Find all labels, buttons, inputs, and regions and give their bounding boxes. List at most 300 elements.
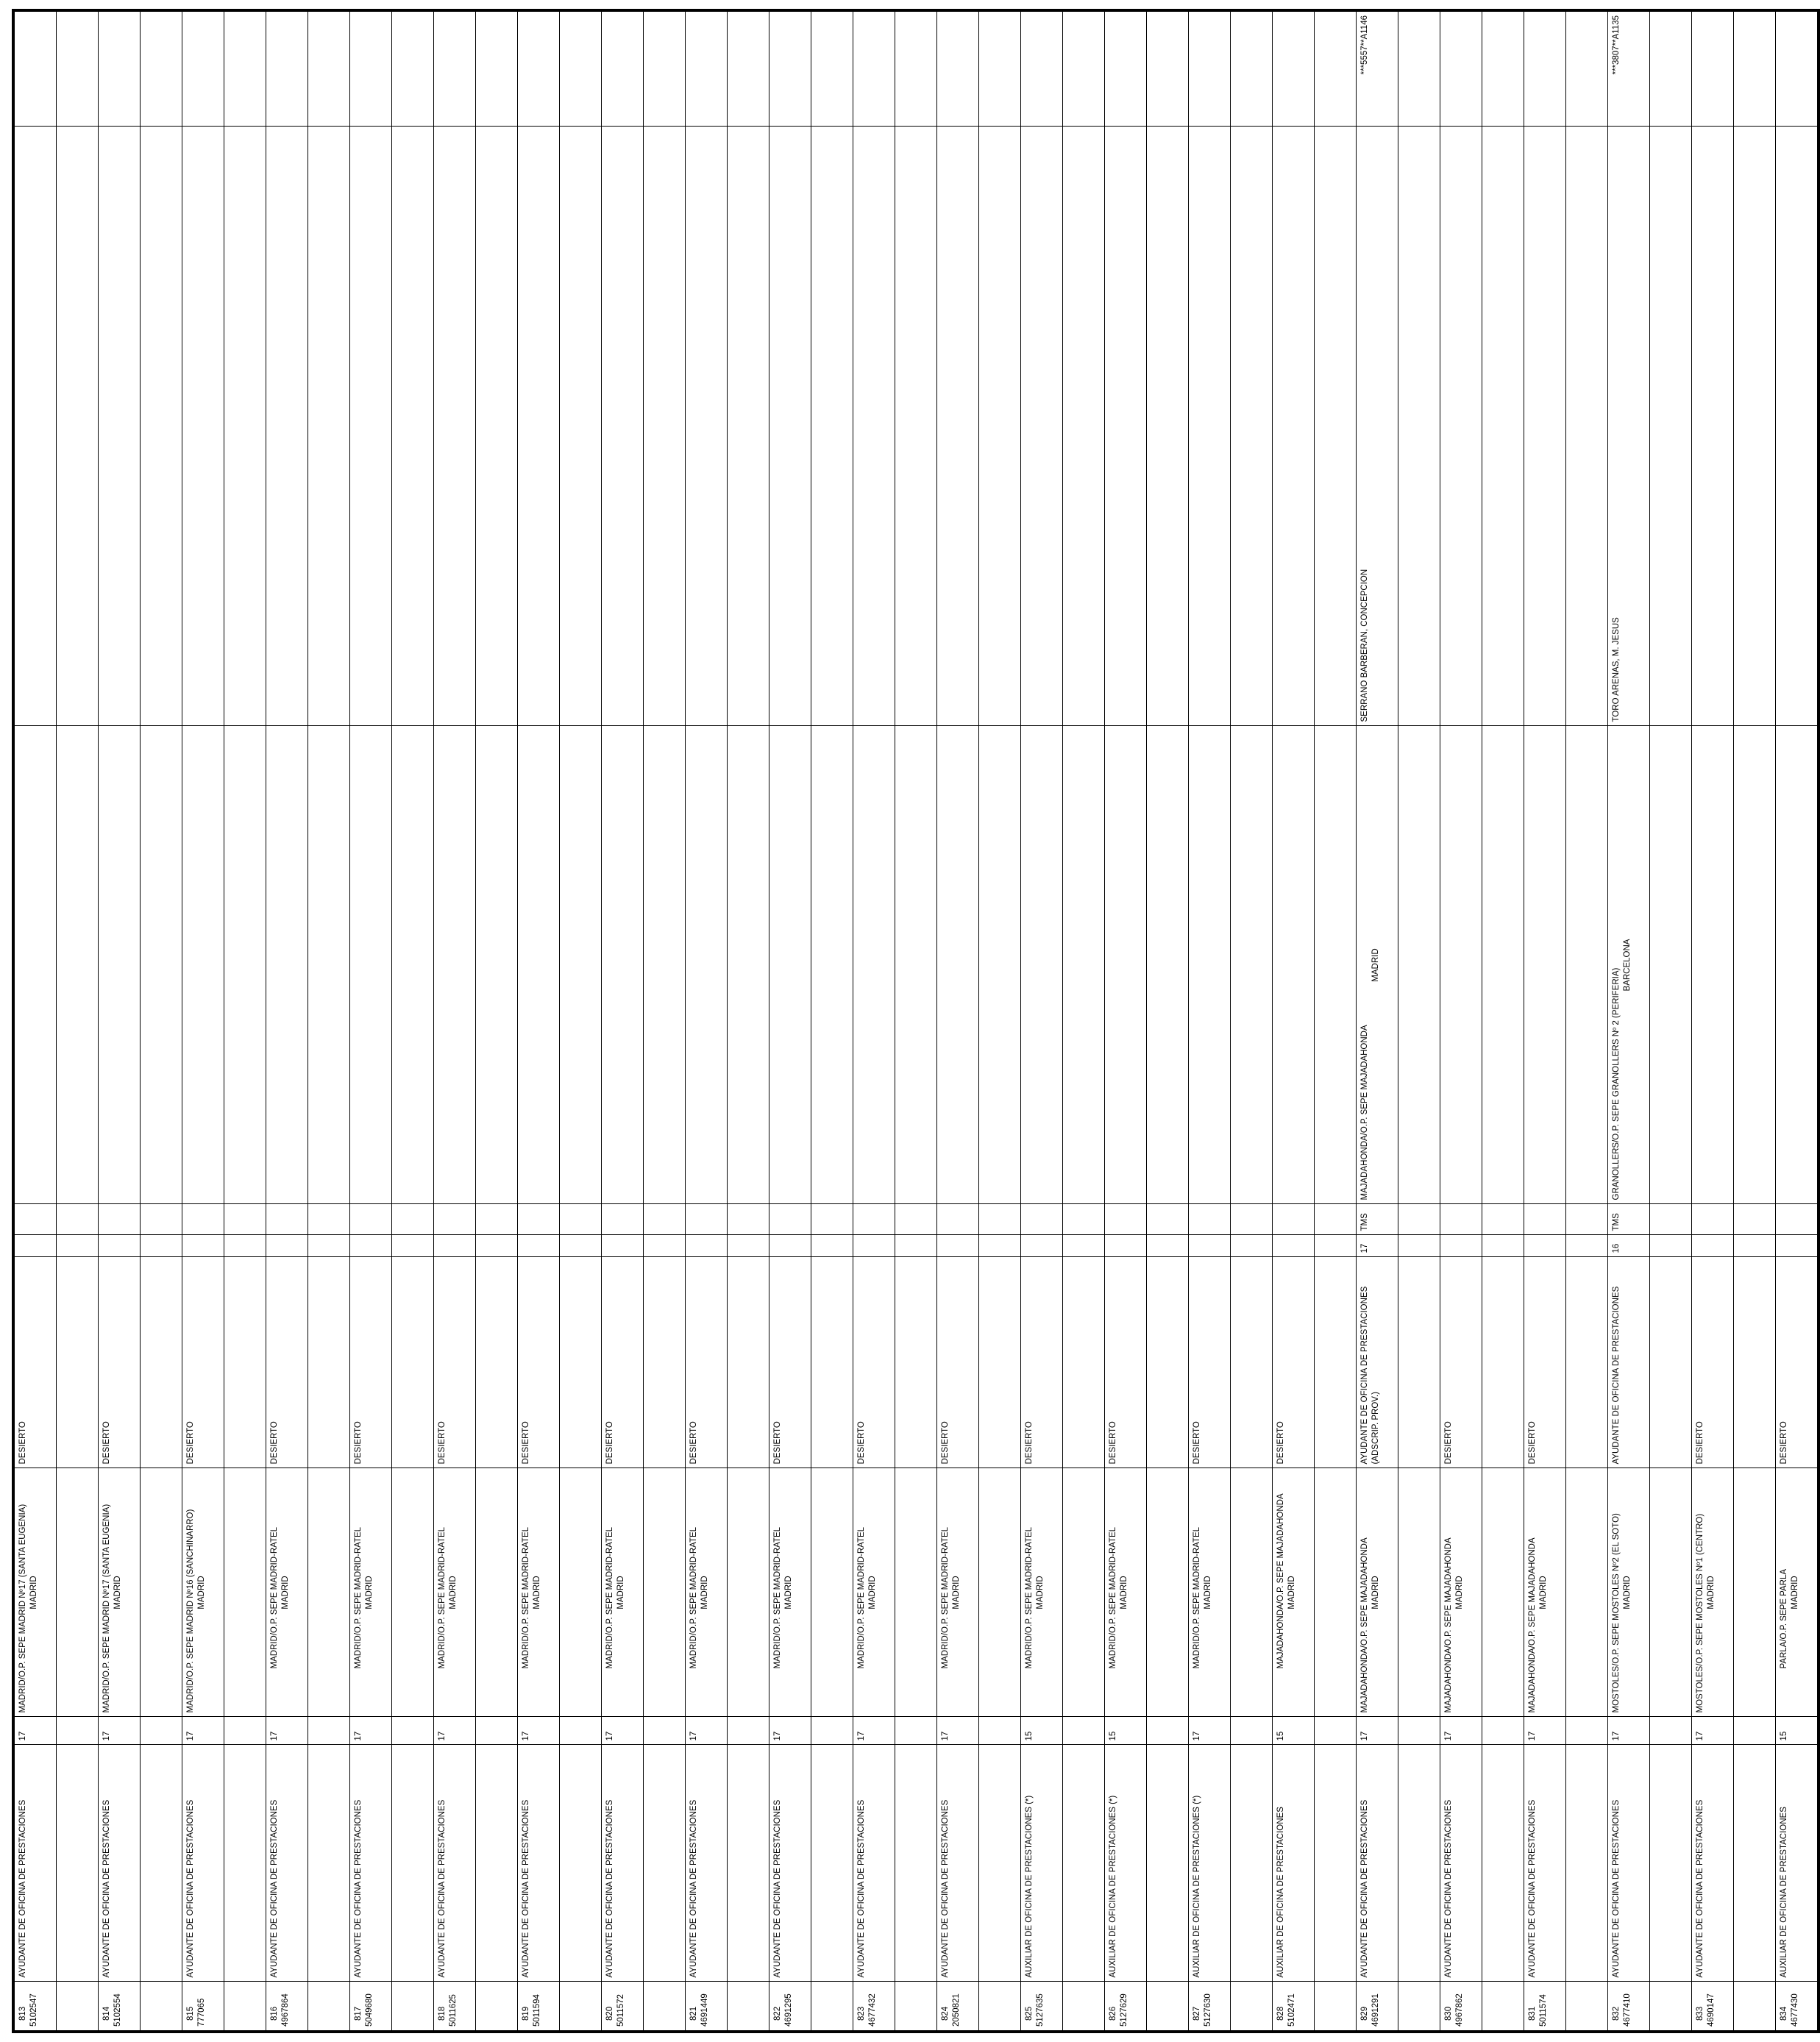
result-cell: [1524, 1257, 1566, 1468]
job-title-cell: [266, 1745, 308, 1982]
result: DESIERTO: [1780, 1421, 1788, 1465]
awardee-name-cell: [1524, 127, 1566, 726]
adjudication-table: [12, 9, 1820, 2033]
awardee-id-cell: [350, 10, 392, 127]
level-cell: [266, 1717, 308, 1745]
location-cell: [937, 1468, 979, 1717]
location: MADRID/O.P. SEPE MADRID-RATEL: [941, 1526, 950, 1669]
result: DESIERTO: [1025, 1421, 1034, 1465]
job-title-cell: [350, 1745, 392, 1982]
table-row: [518, 10, 560, 2032]
origin-level-cell: [937, 1235, 979, 1257]
awardee-name: SERRANO BARBERAN, CONCEPCION: [1360, 569, 1369, 722]
origin-group-cell: [1357, 1204, 1398, 1235]
level: 15: [1780, 1731, 1788, 1741]
table-row: [434, 10, 476, 2032]
awardee-id-cell: [1105, 10, 1147, 127]
post-number: 826: [1109, 2006, 1117, 2021]
job-title: AYUDANTE DE OFICINA DE PRESTACIONES: [270, 1799, 279, 1978]
job-title: AYUDANTE DE OFICINA DE PRESTACIONES: [689, 1799, 698, 1978]
table-row: [182, 10, 224, 2032]
table-body: [13, 10, 1819, 2032]
location-cell: [686, 1468, 728, 1717]
result: DESIERTO: [522, 1421, 530, 1465]
origin-level-cell: [1776, 1235, 1819, 1257]
origin-location-cell: [1776, 726, 1819, 1204]
origin-level-cell: [1524, 1235, 1566, 1257]
post-number-cell: [1776, 1982, 1819, 2032]
level-cell: [1524, 1717, 1566, 1745]
location: MADRID/O.P. SEPE MADRID-RATEL: [773, 1526, 782, 1669]
job-title: AYUDANTE DE OFICINA DE PRESTACIONES: [1528, 1799, 1537, 1978]
origin-location-cell: [266, 726, 308, 1204]
spacer-row: [57, 10, 99, 2032]
level: 17: [1444, 1731, 1453, 1741]
job-title: AYUDANTE DE OFICINA DE PRESTACIONES: [857, 1799, 866, 1978]
level-cell: [13, 1717, 57, 1745]
post-code: 777065: [196, 1998, 206, 2027]
post-number: 829: [1360, 2006, 1369, 2021]
result-cell: [853, 1257, 895, 1468]
location-province: MADRID: [1538, 1576, 1548, 1609]
awardee-name-cell: [99, 127, 141, 726]
awardee-id-cell: [1189, 10, 1231, 127]
post-number: 816: [270, 2006, 279, 2021]
location-province: MADRID: [1203, 1576, 1212, 1609]
job-title-cell: [1021, 1745, 1063, 1982]
result-cell: [1273, 1257, 1315, 1468]
level-cell: [769, 1717, 811, 1745]
post-number: 820: [605, 2006, 614, 2021]
awardee-name-cell: [1357, 127, 1398, 726]
level: 17: [354, 1731, 363, 1741]
location-cell: [1440, 1468, 1482, 1717]
job-title-cell: [1692, 1745, 1734, 1982]
result: AYUDANTE DE OFICINA DE PRESTACIONES: [1612, 1286, 1621, 1465]
origin-level-cell: [1440, 1235, 1482, 1257]
location-cell: [853, 1468, 895, 1717]
origin-level-cell: [518, 1235, 560, 1257]
job-title: AYUDANTE DE OFICINA DE PRESTACIONES: [102, 1799, 111, 1978]
location: MADRID/O.P. SEPE MADRID-RATEL: [605, 1526, 614, 1669]
location: MAJADAHONDA/O.P. SEPE MAJADAHONDA: [1276, 1493, 1285, 1669]
location-province: MADRID: [532, 1576, 541, 1609]
origin-group: TMS: [1360, 1213, 1369, 1231]
location-cell: [1357, 1468, 1398, 1717]
origin-level-cell: [1608, 1235, 1650, 1257]
origin-group: TMS: [1612, 1213, 1621, 1231]
spacer-row: [1315, 10, 1357, 2032]
job-title-cell: [853, 1745, 895, 1982]
awardee-name-cell: [686, 127, 728, 726]
result: DESIERTO: [689, 1421, 698, 1465]
origin-level-cell: [99, 1235, 141, 1257]
awardee-name-cell: [518, 127, 560, 726]
origin-group-cell: [1776, 1204, 1819, 1235]
location-cell: [1189, 1468, 1231, 1717]
origin-location-cell: [1021, 726, 1063, 1204]
origin-group-cell: [1524, 1204, 1566, 1235]
level-cell: [518, 1717, 560, 1745]
level: 17: [102, 1731, 111, 1741]
spacer-row: [224, 10, 266, 2032]
awardee-name-cell: [853, 127, 895, 726]
awardee-id-cell: [182, 10, 224, 127]
post-code: 4690147: [1706, 1993, 1716, 2027]
origin-group-cell: [686, 1204, 728, 1235]
result-cell: [350, 1257, 392, 1468]
result-cell: [1608, 1257, 1650, 1468]
table-row: [1692, 10, 1734, 2032]
result: DESIERTO: [1696, 1421, 1705, 1465]
post-number-cell: [1357, 1982, 1398, 2032]
post-code: 5127630: [1203, 1993, 1212, 2027]
table-row: [99, 10, 141, 2032]
post-number-cell: [1524, 1982, 1566, 2032]
table-row: [1273, 10, 1315, 2032]
location-province: MADRID: [1790, 1576, 1799, 1609]
result: DESIERTO: [270, 1421, 279, 1465]
awardee-name-cell: [1608, 127, 1650, 726]
location-province: MADRID: [700, 1576, 709, 1609]
level: 17: [522, 1731, 530, 1741]
origin-province: BARCELONA: [1622, 939, 1632, 992]
table-row: [853, 10, 895, 2032]
post-number: 813: [18, 2006, 27, 2021]
post-number: 814: [102, 2006, 111, 2021]
job-title: AUXILIAR DE OFICINA DE PRESTACIONES (*): [1192, 1795, 1201, 1978]
post-number-cell: [1273, 1982, 1315, 2032]
origin-group-cell: [1273, 1204, 1315, 1235]
origin-location-cell: [1189, 726, 1231, 1204]
awardee-name-cell: [1776, 127, 1819, 726]
awardee-id-cell: [13, 10, 57, 127]
origin-level-cell: [1692, 1235, 1734, 1257]
result: DESIERTO: [354, 1421, 363, 1465]
level-cell: [434, 1717, 476, 1745]
location-cell: [266, 1468, 308, 1717]
post-number-cell: [350, 1982, 392, 2032]
origin-group-cell: [350, 1204, 392, 1235]
level: 15: [1276, 1731, 1285, 1741]
result-cell: [13, 1257, 57, 1468]
table-row: [1524, 10, 1566, 2032]
level-cell: [853, 1717, 895, 1745]
job-title-cell: [182, 1745, 224, 1982]
location-cell: [1608, 1468, 1650, 1717]
origin-group-cell: [13, 1204, 57, 1235]
origin-level-cell: [13, 1235, 57, 1257]
origin-group-cell: [602, 1204, 644, 1235]
location-cell: [434, 1468, 476, 1717]
level-cell: [1189, 1717, 1231, 1745]
location: MADRID/O.P. SEPE MADRID Nº16 (SANCHINARRO): [186, 1509, 195, 1713]
origin-group-cell: [434, 1204, 476, 1235]
spacer-row: [1566, 10, 1608, 2032]
awardee-name-cell: [434, 127, 476, 726]
job-title-cell: [602, 1745, 644, 1982]
origin-location-cell: [769, 726, 811, 1204]
awardee-id-cell: [99, 10, 141, 127]
level: 17: [857, 1731, 866, 1741]
post-number-cell: [266, 1982, 308, 2032]
spacer-row: [1147, 10, 1189, 2032]
level-cell: [602, 1717, 644, 1745]
awardee-id-cell: [266, 10, 308, 127]
awardee-name-cell: [266, 127, 308, 726]
origin-location: GRANOLLERS/O.P. SEPE GRANOLLERS Nº 2 (PERIFERIA): [1612, 967, 1621, 1200]
post-code: 5011572: [616, 1994, 625, 2027]
origin-level-cell: [769, 1235, 811, 1257]
job-title-cell: [686, 1745, 728, 1982]
origin-level-cell: [1273, 1235, 1315, 1257]
origin-location-cell: [518, 726, 560, 1204]
location: MADRID/O.P. SEPE MADRID-RATEL: [1192, 1526, 1201, 1669]
origin-level-cell: [182, 1235, 224, 1257]
location: MAJADAHONDA/O.P. SEPE MAJADAHONDA: [1360, 1537, 1369, 1713]
awardee-id-cell: [602, 10, 644, 127]
job-title: AUXILIAR DE OFICINA DE PRESTACIONES: [1780, 1807, 1788, 1978]
spacer-row: [811, 10, 853, 2032]
job-title-cell: [1524, 1745, 1566, 1982]
location-province: MADRID: [113, 1576, 122, 1609]
job-title: AYUDANTE DE OFICINA DE PRESTACIONES: [1444, 1799, 1453, 1978]
result-cell: [518, 1257, 560, 1468]
result-cell: [602, 1257, 644, 1468]
origin-group-cell: [1105, 1204, 1147, 1235]
result: DESIERTO: [1109, 1421, 1117, 1465]
spacer-row: [644, 10, 686, 2032]
level-cell: [99, 1717, 141, 1745]
level-cell: [1273, 1717, 1315, 1745]
origin-group-cell: [1692, 1204, 1734, 1235]
origin-group-cell: [1021, 1204, 1063, 1235]
awardee-name-cell: [1105, 127, 1147, 726]
location-province: MADRID: [196, 1576, 206, 1609]
origin-level-cell: [1105, 1235, 1147, 1257]
location-province: MADRID: [1622, 1576, 1632, 1609]
post-code: 4967864: [280, 1993, 290, 2027]
location-province: MADRID: [1287, 1576, 1296, 1609]
location-province: MADRID: [1454, 1576, 1464, 1609]
result: DESIERTO: [102, 1421, 111, 1465]
level: 17: [689, 1731, 698, 1741]
location: MADRID/O.P. SEPE MADRID-RATEL: [522, 1526, 530, 1669]
post-code: 5127629: [1119, 1993, 1128, 2027]
awardee-id-cell: [434, 10, 476, 127]
location: MADRID/O.P. SEPE MADRID Nº17 (SANTA EUGENIA): [18, 1504, 27, 1713]
post-code: 5127635: [1035, 1993, 1045, 2027]
awardee-id-cell: [937, 10, 979, 127]
spacer-row: [560, 10, 602, 2032]
job-title: AUXILIAR DE OFICINA DE PRESTACIONES (*): [1025, 1795, 1034, 1978]
level: 17: [1360, 1731, 1369, 1741]
awardee-name-cell: [937, 127, 979, 726]
post-number: 828: [1276, 2006, 1285, 2021]
job-title-cell: [99, 1745, 141, 1982]
origin-level-cell: [853, 1235, 895, 1257]
location: MADRID/O.P. SEPE MADRID-RATEL: [857, 1526, 866, 1669]
table-row: [602, 10, 644, 2032]
origin-group-cell: [266, 1204, 308, 1235]
job-title-cell: [1189, 1745, 1231, 1982]
post-code: 5011574: [1538, 1994, 1548, 2027]
post-number: 825: [1025, 2006, 1034, 2021]
origin-level-cell: [434, 1235, 476, 1257]
job-title: AYUDANTE DE OFICINA DE PRESTACIONES: [941, 1799, 950, 1978]
location-province: MADRID: [1706, 1576, 1716, 1609]
location-province: MADRID: [364, 1576, 374, 1609]
post-code: 5102554: [113, 1993, 122, 2027]
post-number-cell: [769, 1982, 811, 2032]
post-number: 823: [857, 2006, 866, 2021]
result-cell: [686, 1257, 728, 1468]
spacer-row: [979, 10, 1021, 2032]
origin-location-cell: [1524, 726, 1566, 1204]
spacer-row: [308, 10, 350, 2032]
result: DESIERTO: [18, 1421, 27, 1465]
location-province: MADRID: [867, 1576, 877, 1609]
location: MADRID/O.P. SEPE MADRID-RATEL: [270, 1526, 279, 1669]
job-title: AUXILIAR DE OFICINA DE PRESTACIONES: [1276, 1807, 1285, 1978]
post-code: 5049680: [364, 1993, 374, 2027]
awardee-name-cell: [769, 127, 811, 726]
post-number: 822: [773, 2006, 782, 2021]
post-number: 818: [438, 2006, 447, 2021]
spacer-row: [895, 10, 937, 2032]
location-province: MADRID: [783, 1576, 793, 1609]
origin-level-cell: [1189, 1235, 1231, 1257]
awardee-id-cell: [1021, 10, 1063, 127]
origin-group-cell: [937, 1204, 979, 1235]
result-cell: [266, 1257, 308, 1468]
level: 17: [1192, 1731, 1201, 1741]
location: PARLA/O.P. SEPE PARLA: [1780, 1568, 1788, 1669]
table-row: [350, 10, 392, 2032]
result-cell: [99, 1257, 141, 1468]
origin-location-cell: [853, 726, 895, 1204]
location-cell: [182, 1468, 224, 1717]
location-cell: [1105, 1468, 1147, 1717]
origin-level-cell: [350, 1235, 392, 1257]
location-province: MADRID: [1119, 1576, 1128, 1609]
job-title: AYUDANTE DE OFICINA DE PRESTACIONES: [354, 1799, 363, 1978]
post-number-cell: [434, 1982, 476, 2032]
level-cell: [937, 1717, 979, 1745]
spacer-row: [1650, 10, 1692, 2032]
post-number-cell: [1021, 1982, 1063, 2032]
origin-location-cell: [1273, 726, 1315, 1204]
origin-location-cell: [99, 726, 141, 1204]
level: 17: [270, 1731, 279, 1741]
origin-level-cell: [1021, 1235, 1063, 1257]
awardee-id-cell: [1273, 10, 1315, 127]
post-code: 4691291: [1371, 1993, 1380, 2027]
job-title-cell: [1357, 1745, 1398, 1982]
result-cell: [1692, 1257, 1734, 1468]
post-number: 827: [1192, 2006, 1201, 2021]
spacer-row: [476, 10, 518, 2032]
location: MAJADAHONDA/O.P. SEPE MAJADAHONDA: [1528, 1537, 1537, 1713]
origin-location-cell: [350, 726, 392, 1204]
spacer-row: [1231, 10, 1273, 2032]
awardee-id-cell: [1776, 10, 1819, 127]
result-cell: [182, 1257, 224, 1468]
awardee-name-cell: [1440, 127, 1482, 726]
table-row: [1021, 10, 1063, 2032]
location-cell: [1776, 1468, 1819, 1717]
awardee-id-cell: [1440, 10, 1482, 127]
post-code: 5011594: [532, 1994, 541, 2027]
origin-location-cell: [1440, 726, 1482, 1204]
location-province: MADRID: [280, 1576, 290, 1609]
origin-location-cell: [686, 726, 728, 1204]
awardee-name-cell: [350, 127, 392, 726]
location: MOSTOLES/O.P. SEPE MOSTOLES Nº2 (EL SOTO): [1612, 1513, 1621, 1713]
post-number: 830: [1444, 2006, 1453, 2021]
level: 17: [18, 1731, 27, 1741]
job-title-cell: [1105, 1745, 1147, 1982]
result: DESIERTO: [1276, 1421, 1285, 1465]
origin-group-cell: [99, 1204, 141, 1235]
location-province: MADRID: [616, 1576, 625, 1609]
location: MADRID/O.P. SEPE MADRID-RATEL: [1109, 1526, 1117, 1669]
table-row: [13, 10, 57, 2032]
awardee-id-cell: [686, 10, 728, 127]
awardee-name-cell: [602, 127, 644, 726]
spacer-row: [141, 10, 182, 2032]
post-number-cell: [937, 1982, 979, 2032]
level-cell: [1357, 1717, 1398, 1745]
result-cell: [1357, 1257, 1398, 1468]
awardee-name-cell: [13, 127, 57, 726]
post-number-cell: [518, 1982, 560, 2032]
level: 17: [438, 1731, 447, 1741]
result: DESIERTO: [1192, 1421, 1201, 1465]
awardee-id-cell: [1692, 10, 1734, 127]
level-cell: [350, 1717, 392, 1745]
job-title: AYUDANTE DE OFICINA DE PRESTACIONES: [605, 1799, 614, 1978]
location-province: MADRID: [448, 1576, 458, 1609]
post-number: 824: [941, 2006, 950, 2021]
location-province: MADRID: [951, 1576, 961, 1609]
post-number: 831: [1528, 2006, 1537, 2021]
result-cell: [1105, 1257, 1147, 1468]
table-row: [1357, 10, 1398, 2032]
origin-group-cell: [1189, 1204, 1231, 1235]
job-title: AUXILIAR DE OFICINA DE PRESTACIONES (*): [1109, 1795, 1117, 1978]
post-number-cell: [686, 1982, 728, 2032]
job-title: AYUDANTE DE OFICINA DE PRESTACIONES: [18, 1799, 27, 1978]
awardee-id-cell: [1524, 10, 1566, 127]
origin-location-cell: [434, 726, 476, 1204]
job-title-cell: [13, 1745, 57, 1982]
awardee-name-cell: [1692, 127, 1734, 726]
origin-location-cell: [1105, 726, 1147, 1204]
job-title: AYUDANTE DE OFICINA DE PRESTACIONES: [773, 1799, 782, 1978]
origin-level: 16: [1612, 1243, 1621, 1253]
level: 17: [941, 1731, 950, 1741]
post-number-cell: [182, 1982, 224, 2032]
result-cell: [1189, 1257, 1231, 1468]
origin-location-cell: [602, 726, 644, 1204]
awardee-id: ***5557**A1146: [1360, 15, 1369, 75]
origin-level-cell: [1357, 1235, 1398, 1257]
job-title: AYUDANTE DE OFICINA DE PRESTACIONES: [522, 1799, 530, 1978]
location-province: MADRID: [29, 1576, 38, 1609]
post-code: 5011625: [448, 1994, 458, 2027]
result-cell: [1776, 1257, 1819, 1468]
